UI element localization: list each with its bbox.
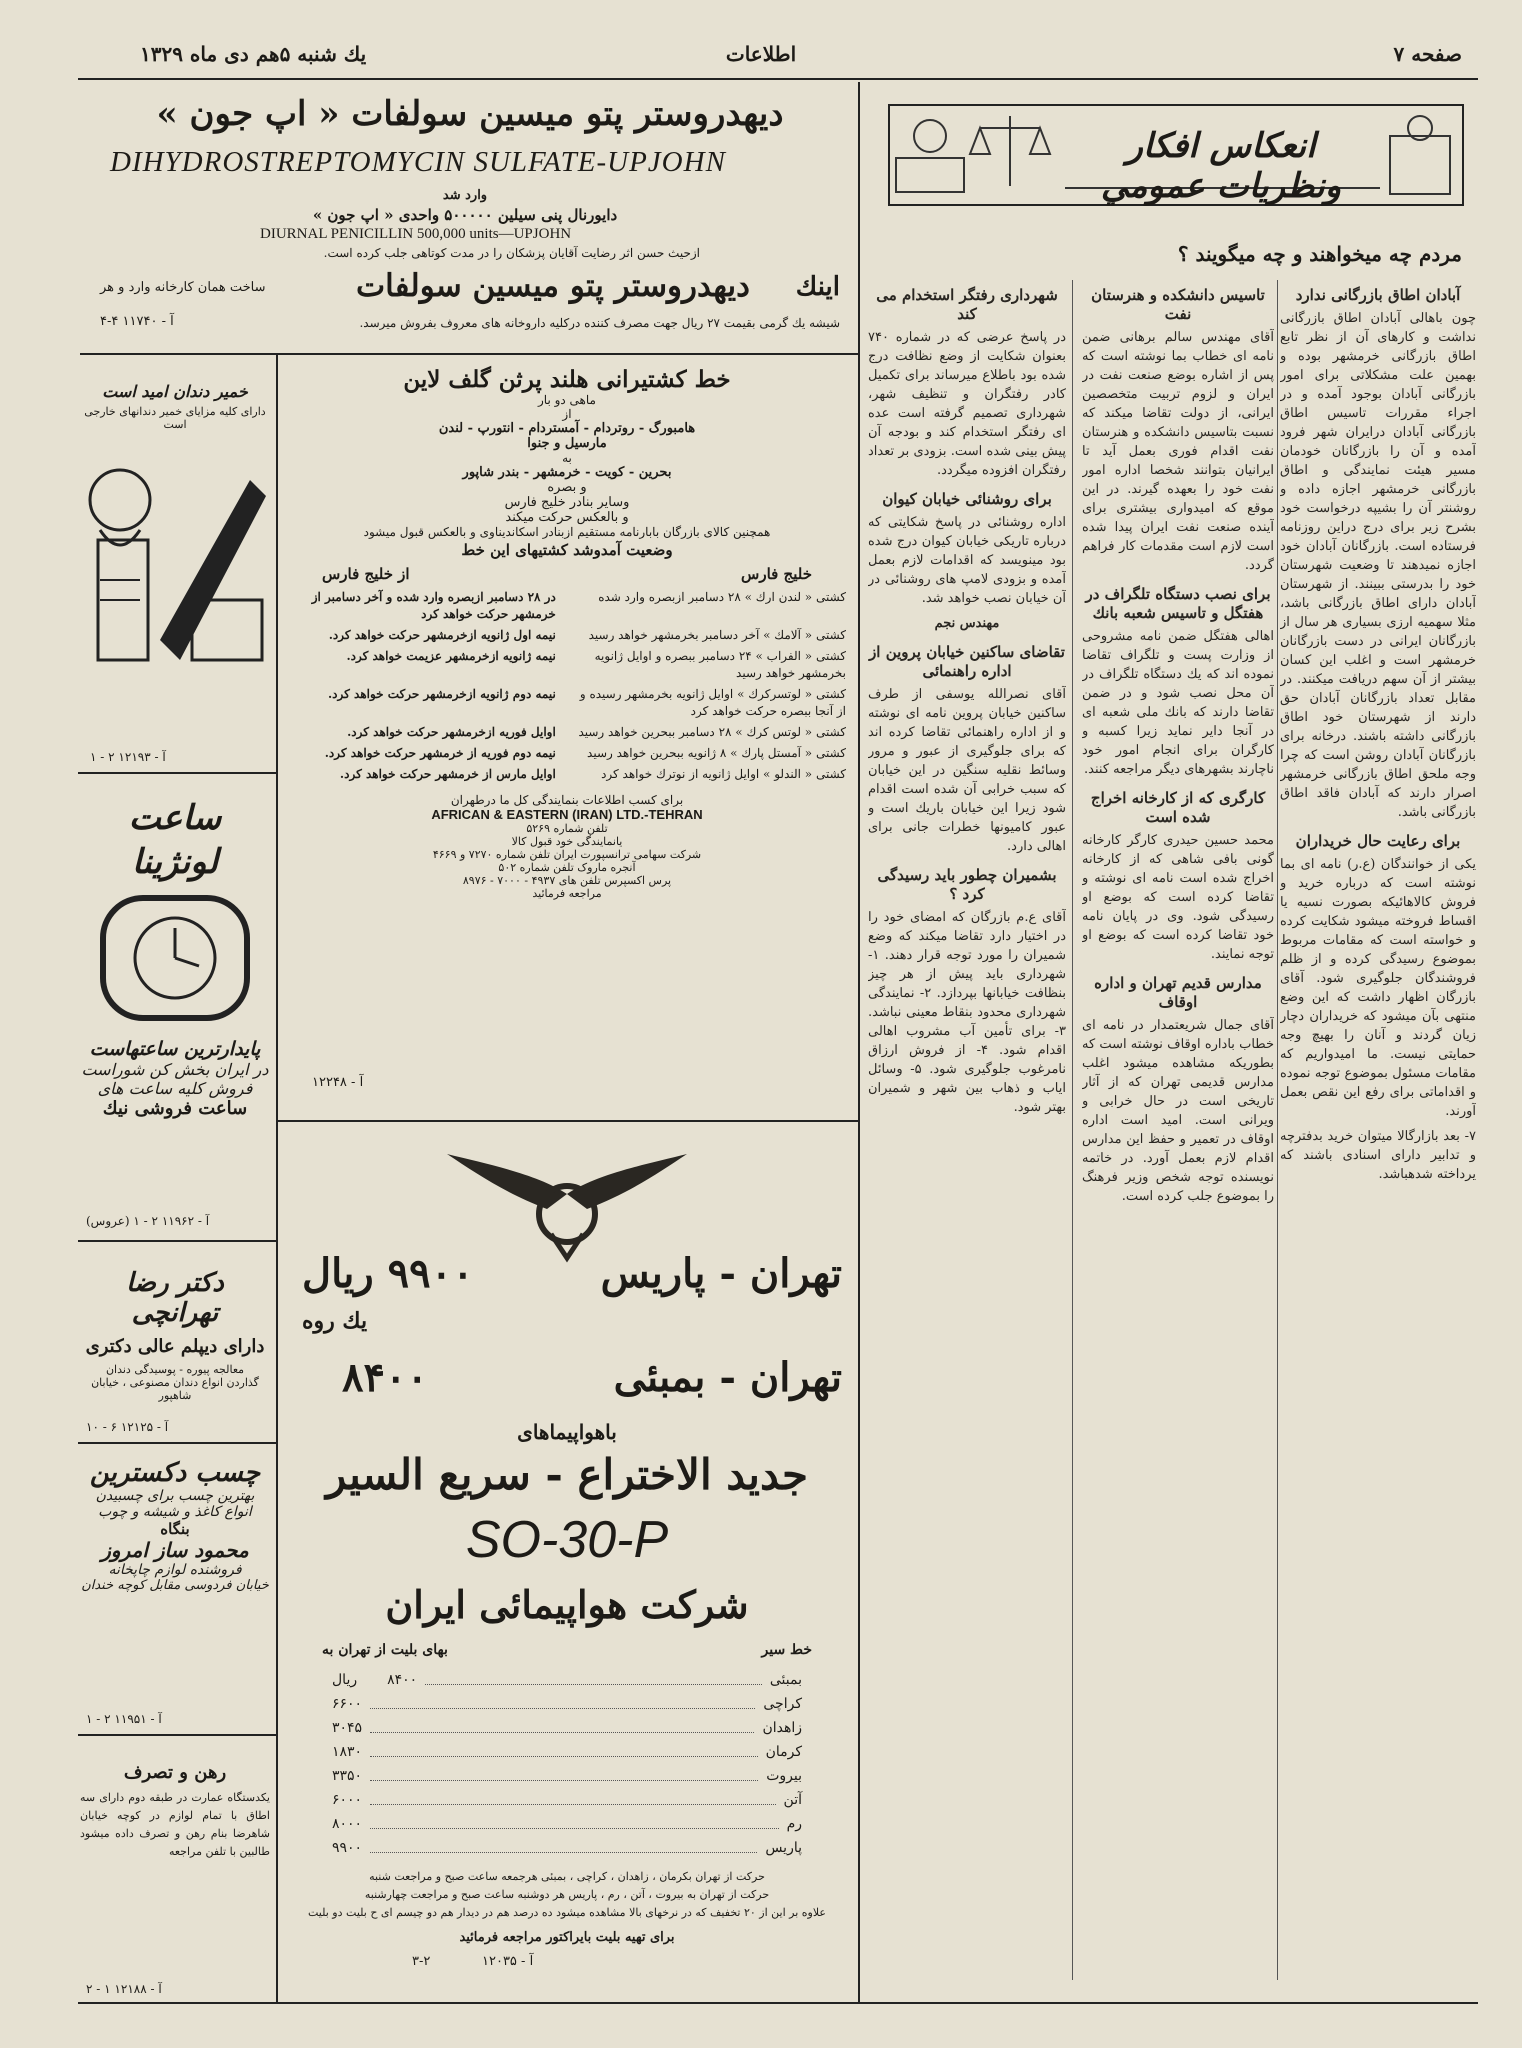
shipping-line-a: وسایر بنادر خلیج فارس: [504, 495, 630, 510]
shipping-schedule: [282, 587, 852, 785]
shipping-company-en: AFRICAN & EASTERN (IRAN) LTD.-TEHRAN: [431, 807, 703, 822]
opinion-col1-body: چون باهالی آبادان اطاق بازرگانی نداشت و كارهای آن از نظر تابع اطاق بازرگانی خرمشهر بوده و بهمین علت مشكلاتی برای امور بازرگانی آبادان بوجود آمده و در اجراء مقررات تاسیس اطاق بازرگانی آبادان درایران شهر فرود آمده و آن را بازرگانان خودمان مسیر هیئت نمایندگی و اطاق بازرگانی خرمشهر اجازه داده و روشنتر آن را بشیپه درخواست خود بشرح زیر برای درج دراین روزنامه فرستاده است. بازرگانان آبادان خود اجازه نمیدهند تا وضعیت شهرستان خود را بدرستی ببینند. از شهرستان آبادان دارای اطاق بازرگانی باشد، مثلا سهمیه ارزی بسیاری هر سال از بازرگانان ایرانی در دست بازرگانان خرمشهر است و اغلب این كسان بیشتر از آن سهم دریافت میكنند. در مقابل تعداد بازرگانان آبادان حق دارند از شهرستان خود اطاق بازرگانی داشته باشند. درخانه برای بازرگانان آبادان روشن است كه چرا وجه ملحق اطاق بازرگانی خرمشهر اصرار دارند كه آبادان فاقد اطاق بازرگانی باشد.: [1280, 311, 1476, 820]
glue-line5: فروشنده لوازم چاپخانه: [108, 1562, 242, 1578]
divider-main: [858, 82, 860, 2002]
shipping-ports-from: هامبورگ - روتردام - آمستردام - انتورپ - لندن: [438, 421, 696, 436]
shipping-sub2: از: [562, 407, 572, 421]
opinion-col1-body2: یكی از خوانندگان (ع.ر) نامه ای بما نوشته است كه درباره خرید و فروش كالاهائیكه بصورت نسیه یا اقساط فروخته میشود شكایت كرده و خواسته است كه مقامات مربوط بموضوع رسیدگی كرده و از ظلم فروشندگان جلوگیری شود. آقای بازرگان اظهار داشت كه این وضع منتهی بآن میشود كه خریداران دچار زیان گردند و آنان را بهیچ وجه حمایتی نیست. ما امیدواریم كه مقامات مسئول بموضوع توجه نموده و اقداماتی برای رفع این نقص بعمل آورند.: [1280, 857, 1476, 1119]
fare-currency: ریال: [332, 1672, 358, 1688]
fare-head-price: بهای بلیت از تهران به: [322, 1642, 448, 1658]
sidebar-rule-3: [78, 1442, 276, 1444]
sidebar-ad-toothpaste: [80, 360, 270, 768]
glue-line1: بهترین چسب برای چسبیدن: [95, 1488, 255, 1504]
drug-ad-line1: دایورنال پنی سیلین ۵۰۰۰۰۰ واحدی « اپ جون »: [312, 206, 618, 224]
schedule-arrival: كشتی « الفراب » ۲۴ دسامبر ببصره و اوایل ژانویه بخرمشهر خواهد رسید: [594, 649, 846, 680]
fare-price: ۸۰۰۰: [332, 1816, 363, 1832]
fare-price: ۸۴۰۰: [387, 1672, 418, 1688]
opinion-col3-body2: اداره روشنائی در پاسخ شكایتی كه درباره تاریكی خیابان كیوان درج شده بود مینویسد كه اقدامات لازم بعمل آمده و بزودی لامپ های روشنائی در آن خیابان نصب خواهد شد.: [868, 515, 1066, 606]
fare-city: زاهدان: [762, 1720, 802, 1736]
opinion-banner-title: انعكاس افكار ونظريات عمومي: [1100, 126, 1342, 206]
glue-line4: محمود ساز امروز: [101, 1538, 249, 1562]
opinion-col1-tail: ۷- بعد بازارگالا میتوان خرید بدفترچه و تدابیر دارای اسنادی باشند كه یرداخته شدهباشد.: [1280, 1129, 1476, 1182]
shipping-tel2: یانمایندگی خود قبول كالا: [511, 835, 623, 848]
sidebar-ad-dentist: [80, 1246, 270, 1438]
fare-row: [302, 1764, 832, 1788]
issue-date: يك شنبه ۵هم دی ماه ۱۳۲۹: [140, 42, 367, 66]
watch-line2: در ایران بخش كن شوراست: [81, 1060, 269, 1079]
drug-ad-line3-a: اینك: [795, 272, 840, 302]
fare-city: بمبئی: [769, 1672, 802, 1688]
shipping-contact: برای كسب اطلاعات بنمایندگی كل ما درطهران: [450, 793, 684, 807]
shipping-line-b: و بالعكس حركت میكند: [505, 510, 629, 525]
shipping-and-basra: و بصره: [547, 480, 587, 495]
shipping-ad-rule: [278, 1120, 858, 1122]
drug-ad-line2: ازحیث حسن اثر رضایت آقایان پزشكان را در مدت كوتاهی جلب كرده است.: [323, 246, 700, 260]
fare-leader: [425, 1668, 762, 1685]
opinion-col-rule-2: [1277, 280, 1278, 1980]
fare-row: [302, 1788, 832, 1812]
airline-note2: حركت از تهران به بیروت ، آتن ، رم ، پاریس هر دوشنبه ساعت صبح و مراجعت چهارشنبه: [364, 1888, 770, 1901]
drug-ad-arrived: وارد شد: [442, 188, 488, 203]
schedule-row: [282, 587, 852, 625]
fare-row: [302, 1716, 832, 1740]
airline-note1: حركت از تهران بكرمان ، زاهدان ، كراچی ، بمبئی هرجمعه ساعت صبح و مراجعت شنبه: [369, 1870, 765, 1883]
opinion-col2-body3: محمد حسین حیدری كارگر كارخانه گونی بافی شاهی كه از كارخانه اخراج شده است نامه ای نوشته و تقاضا كرده است كه بوضع او رسیدگی شود. وی در پایان نامه خود تقاضا كرده است كه بوضع او توجه نمایند.: [1082, 833, 1274, 962]
watch-line4: ساعت فروشی نیك: [102, 1098, 248, 1119]
airline-code: آ - ۱۲۰۳۵: [482, 1954, 534, 1969]
fare-city: پاریس: [765, 1840, 802, 1856]
fare-leader: [370, 1764, 758, 1781]
drug-ad: [80, 84, 850, 352]
masthead-rule: [78, 78, 1478, 80]
rent-body: یكدستگاه عمارت در طبقه دوم دارای سه اطاق با تمام لوازم در كوچه خیابان شاهرضا بنام رهن و تصرف داده میشود طالبین با تلفن مراجعه: [80, 1791, 270, 1858]
shipping-to: به: [562, 451, 572, 465]
plane-tagline: جدید الاختراع - سریع السیر: [325, 1450, 808, 1499]
schedule-arrival: كشتی « لندن ارك » ۲۸ دسامبر ازبصره وارد شده: [598, 590, 846, 604]
opinion-col2-body2: اهالی هفتگل ضمن نامه مشروحی از وزارت پست و تلگراف تقاضا نموده اند كه یك دستگاه تلگراف در آن محل نصب شود و در ضمن تقاضا دارند كه بانك ملی شعبه ای در آنجا دایر نماید زیرا كسبه و كارگران برای انجام امور خود ناچارند بشهرهای دیگر مراجعه كنند.: [1082, 629, 1274, 777]
watch-line1: پایدارترین ساعتهاست: [89, 1038, 261, 1060]
schedule-departure: نیمه دوم فوریه از خرمشهر حركت خواهد كرد.: [324, 746, 556, 760]
glue-line6: خیابان فردوسی مقابل كوچه خندان: [81, 1578, 269, 1593]
opinion-column-1: [1280, 276, 1476, 1988]
rent-title: رهن و تصرف: [123, 1762, 227, 1783]
shipping-status: وضعیت آمدوشد كشتیهای این خط: [461, 541, 673, 559]
schedule-row: [282, 743, 852, 764]
fare-row: [302, 1668, 832, 1692]
opinion-col3-subhead: برای روشنائی خیابان كیوان: [882, 490, 1052, 508]
drug-ad-rule: [80, 353, 858, 355]
shipping-code: آ - ۱۲۲۴۸: [312, 1075, 364, 1090]
winged-logo: [447, 1154, 687, 1264]
route1-label: تهران - پاریس: [600, 1250, 842, 1297]
fare-head-route: خط سیر: [761, 1642, 812, 1658]
watch-title: ساعت لونژینا: [128, 798, 222, 882]
with-planes: باهواپیماهای: [517, 1420, 617, 1444]
page-number: صفحه ۷: [1393, 42, 1462, 66]
dentist-line2: معالجه پیوره - پوسیدگی دندان: [105, 1363, 245, 1376]
opinion-col3-signature: مهندس نجم: [934, 616, 1000, 631]
drug-ad-line3-b: دیهدروستر پتو میسین سولفات: [355, 268, 750, 304]
opinion-banner: [888, 104, 1464, 206]
shipping-tel3: شركت سهامی ترانسپورت ایران تلفن شماره ۷۲۷۰ و ۴۶۶۹: [432, 848, 702, 861]
rent-code: آ - ۱۲۱۸۸ ۱ - ۲: [86, 1982, 162, 1996]
schedule-row: [282, 764, 852, 785]
shipping-tel1: تلفن شماره ۵۲۶۹: [526, 822, 608, 835]
airline-company: شركت هواپیمائی ایران: [385, 1582, 749, 1627]
opinion-col1-headline: آبادان اطاق بازرگانی ندارد: [1295, 286, 1461, 304]
fare-leader: [370, 1716, 754, 1733]
shipping-col-right: خلیج فارس: [741, 565, 812, 583]
dentist-line3: گذاردن انواع دندان مصنوعی ، خیابان شاهپور: [91, 1376, 259, 1402]
schedule-departure: نیمه اول ژانویه ازخرمشهر حركت خواهد كرد.: [328, 628, 556, 642]
fare-city: كراچی: [763, 1696, 802, 1712]
plane-model: SO-30-P: [465, 1511, 669, 1569]
opinion-subtitle: مردم چه میخواهند و چه میگویند ؟: [1177, 242, 1462, 266]
shipping-tel4: آنجره ماروک تلفن شماره ۵۰۲: [498, 861, 636, 874]
airline-ad: [282, 1124, 852, 2004]
oneway-label: یك روه: [302, 1308, 368, 1334]
dentist-title: دكتر رضا تهرانچی: [126, 1268, 224, 1328]
fare-city: رم: [786, 1816, 802, 1832]
fare-leader: [370, 1836, 757, 1853]
fare-leader: [370, 1692, 755, 1709]
drug-ad-title: دیهدروستر پتو میسین سولفات « اپ جون »: [156, 94, 784, 134]
airline-code2: ۳-۲: [412, 1954, 431, 1969]
shipping-ad: [282, 360, 852, 1116]
schedule-row: [282, 722, 852, 743]
fare-row: [302, 1836, 832, 1860]
airline-note3: علاوه بر این از ۲۰ تخفیف كه در نرخهای بالا مشاهده میشود ده درصد هم در دیدار هم دو چیسم ای ح بلیت دو بلیت: [307, 1906, 826, 1919]
route2-label: تهران - بمبئی: [613, 1354, 842, 1401]
shipping-line-c: همچنین كالای بازرگان بابارنامه مستقیم ازبنادر اسكاندیناوی و بالعكس قبول میشود: [363, 525, 771, 539]
fare-city: آتن: [783, 1792, 802, 1808]
opinion-col3-subhead-3: تقاضای ساكنین خیابان پروین از اداره راهنمائی: [869, 643, 1065, 680]
drug-ad-code: آ - ۱۱۷۴۰ ۴-۴: [100, 314, 174, 329]
sidebar-ad-glue: [80, 1448, 270, 1730]
sidebar-rule-2: [78, 1240, 276, 1242]
shipping-sub1: ماهی دو بار: [538, 393, 596, 407]
opinion-col2-subhead-3: كارگری كه از كارخانه اخراج شده است: [1090, 789, 1266, 826]
drug-ad-line1-en: DIURNAL PENICILLIN 500,000 units—UPJOHN: [260, 226, 572, 242]
newspaper-name: اطلاعات: [725, 42, 797, 66]
dentist-line1: دارای دیپلم عالی دكتری: [85, 1336, 265, 1357]
fare-leader: [370, 1740, 757, 1757]
glue-line2: انواع كاغذ و شیشه و چوب: [98, 1504, 252, 1520]
fare-city: بیروت: [766, 1768, 802, 1784]
schedule-arrival: كشتی « آمستل پارك » ۸ ژانویه ببحرین خواهد رسید: [587, 746, 846, 760]
opinion-col-rule-1: [1072, 280, 1073, 1980]
opinion-column-3: [868, 276, 1066, 1988]
fare-price: ۶۶۰۰: [332, 1696, 363, 1712]
fare-price: ۱۸۳۰: [332, 1744, 363, 1760]
opinion-col3-body: در پاسخ عرضی كه در شماره ۷۴۰ بعنوان شكایت از وضع نظافت درج شده بود باطلاع میرساند برای تكمیل كادر رفتگران و تنظیف شهر، شهرداری تصمیم گرفته است عده ای رفتگر استخدام كند و بودجه آن پیش بینی شده است. بزودی بر تعداد رفتگران افزوده میگردد.: [868, 330, 1066, 478]
opinion-col2-subhead: برای نصب دستگاه تلگراف در هفتگل و تاسیس شعبه بانك: [1085, 585, 1271, 622]
sidebar-ad-rent: [80, 1740, 270, 2002]
shipping-title: خط كشتیرانی هلند پرثن گلف لاین: [403, 366, 731, 393]
watch-code: آ - ۱۱۹۶۲ ۲ - ۱ (عروس): [86, 1214, 210, 1228]
opinion-col1-subhead: برای رعایت حال خریداران: [1295, 832, 1461, 850]
opinion-col3-subhead-4: بشمیران چطور باید رسیدگی كرد ؟: [877, 866, 1057, 903]
schedule-departure: اوایل فوریه ازخرمشهر حركت خواهد كرد.: [347, 725, 556, 739]
toothpaste-sub: دارای كلیه مزایای خمیر دندانهای خارجی است: [84, 405, 266, 431]
toothpaste-title: خمیر دندان امید است: [102, 382, 248, 401]
fare-price: ۳۰۴۵: [332, 1720, 363, 1736]
opinion-col3-body3: آقای نصرالله یوسفی از طرف ساكنین خیابان پروین نامه ای نوشته و از اداره راهنمائی تقاضا كرده اند كه برای جلوگیری از عبور و مرور وسائط نقلیه سنگین در این خیابان كه سبب خرابی آن شده است اقدام شود زیرا این خیابان باریك است و عبور كامیونها خطرات جانی برای اهالی دارد.: [868, 687, 1066, 854]
schedule-row: [282, 625, 852, 646]
bottom-rule: [78, 2002, 1478, 2004]
opinion-col3-headline: شهرداری رفتگر استخدام می كند: [876, 286, 1058, 323]
schedule-arrival: كشتی « لوتس كرك » ۲۸ دسامبر ببحرین خواهد رسید: [578, 725, 846, 739]
glue-title: چسب دكسترین: [89, 1458, 261, 1488]
shipping-tel5: پرس اكسپرس تلفن های ۴۹۳۷ - ۷۰۰۰ - ۸۹۷۶: [462, 874, 672, 887]
shipping-col-left: از خلیج فارس: [322, 565, 410, 583]
airline-contact: برای تهیه بلیت بایراكتور مراجعه فرمائید: [459, 1930, 675, 1945]
glue-code: آ - ۱۱۹۵۱ ۲ - ۱: [86, 1712, 162, 1726]
toothpaste-code: آ - ۱۲۱۹۳ ۲ - ۱: [90, 750, 166, 764]
route2-price: ۸۴۰۰: [342, 1354, 428, 1401]
divider-sidebar: [276, 355, 278, 2003]
drug-ad-line3-c: ساخت همان كارخانه وارد و هر: [100, 280, 266, 295]
watch-line3: فروش كلیه ساعت های: [97, 1079, 253, 1098]
dentist-code: آ - ۱۲۱۲۵ ۶ - ۱۰: [86, 1420, 169, 1434]
opinion-col2-subhead-4: مدارس قدیم تهران و اداره اوقاف: [1094, 974, 1262, 1011]
fare-row: [302, 1740, 832, 1764]
fare-leader: [370, 1788, 775, 1805]
opinion-col2-body: آقای مهندس سالم برهانی ضمن نامه ای خطاب بما نوشته است كه پس از اشاره بوضع صنعت نفت در ایران و لزوم تربیت متخصصین ایرانی، از دولت تقاضا میكند كه نسبت بتاسیس دانشكده و هنرستان نفت اقدام فوری بعمل آید تا ایرانیان بتوانند شخصا اداره امور نفت خود را بعهده گیرند. در این موقع كه امیدواری بیشتری برای آینده صنعت نفت ایران پیدا شده است لازم است مقدمات كار فراهم گردد.: [1082, 330, 1274, 573]
shipping-ports-from2: مارسیل و جنوا: [527, 436, 607, 451]
glue-line3: بنگاه: [160, 1520, 190, 1538]
watch-illustration: [81, 888, 269, 1038]
schedule-row: [282, 684, 852, 722]
sidebar-ad-watch: [80, 780, 270, 1236]
schedule-arrival: كشتی « لوتسركرك » اوایل ژانویه بخرمشهر رسیده و از آنجا ببصره حركت خواهد كرد: [579, 687, 846, 718]
fare-leader: [370, 1812, 778, 1829]
fare-price: ۶۰۰۰: [332, 1792, 363, 1808]
sidebar-rule-4: [78, 1734, 276, 1736]
fare-price: ۳۳۵۰: [332, 1768, 363, 1784]
fare-row: [302, 1812, 832, 1836]
opinion-column-2: [1082, 276, 1274, 1988]
drug-ad-line4: شیشه یك گرمی بقیمت ۲۷ ریال جهت مصرف كننده درکلیه داروخانه های معروف بفروش میرسد.: [359, 316, 840, 330]
schedule-arrival: كشتی « الندلو » اوایل ژانویه از نوترك خواهد كرد: [601, 767, 846, 781]
opinion-col3-body4: آقای ع.م بازرگان كه امضای خود را در اختیار دارد تقاضا میكند كه وضع شمیران را مورد توجه قرار دهند. ۱- شهرداری باید پیش از هر چیز بنظافت خیابانها بپردازد. ۲- نمایندگی شهرداری محدود بنقاط معینی نباشد. ۳- برای تأمین آب مشروب اهالی اقدام شود. ۴- از فروش ارزاق نامرغوب جلوگیری شود. ۵- وسائل ایاب و ذهاب بین شهر و شمیران بهتر شود.: [868, 910, 1066, 1115]
schedule-departure: در ۲۸ دسامبر ازبصره وارد شده و آخر دسامبر از خرمشهر حركت خواهد كرد: [311, 590, 556, 621]
sidebar-rule-1: [78, 772, 276, 774]
fare-price: ۹۹۰۰: [332, 1840, 363, 1856]
opinion-col2-body4: آقای جمال شریعتمدار در نامه ای خطاب باداره اوقاف نوشته است كه بطوریكه مشاهده میشود اغلب مدارس قدیمی تهران كه از آثار تاریخی است در حال خرابی و ویرانی است. امید است اداره اوقاف در تعمیر و حفظ این مدارس اقدام لازم بعمل آورد. در خاتمه نویسنده توجه شخص وزیر فرهنگ را بموضوع جلب كرده است.: [1082, 1018, 1274, 1204]
opinion-col2-headline: تاسیس دانشكده و هنرستان نفت: [1091, 286, 1265, 323]
shipping-ports-to: بحرین - كویت - خرمشهر - بندر شاپور: [462, 465, 672, 480]
drug-ad-title-en: DIHYDROSTREPTOMYCIN SULFATE-UPJOHN: [110, 146, 726, 178]
schedule-departure: نیمه دوم ژانویه ازخرمشهر حركت خواهد كرد.: [327, 687, 556, 701]
route1-price: ۹۹۰۰ ریال: [302, 1250, 474, 1297]
schedule-departure: نیمه ژانویه ازخرمشهر عزیمت خواهد كرد.: [346, 649, 556, 663]
fare-table: [302, 1668, 832, 1860]
fare-city: كرمان: [765, 1744, 802, 1760]
shipping-tel6: مراجعه فرمائید: [532, 887, 602, 900]
schedule-departure: اوایل مارس از خرمشهر حركت خواهد كرد.: [339, 767, 556, 781]
toothpaste-illustration: [80, 440, 268, 680]
schedule-row: [282, 646, 852, 684]
fare-row: [302, 1692, 832, 1716]
schedule-arrival: كشتی « آلامك » آخر دسامبر بخرمشهر خواهد رسید: [588, 628, 846, 642]
